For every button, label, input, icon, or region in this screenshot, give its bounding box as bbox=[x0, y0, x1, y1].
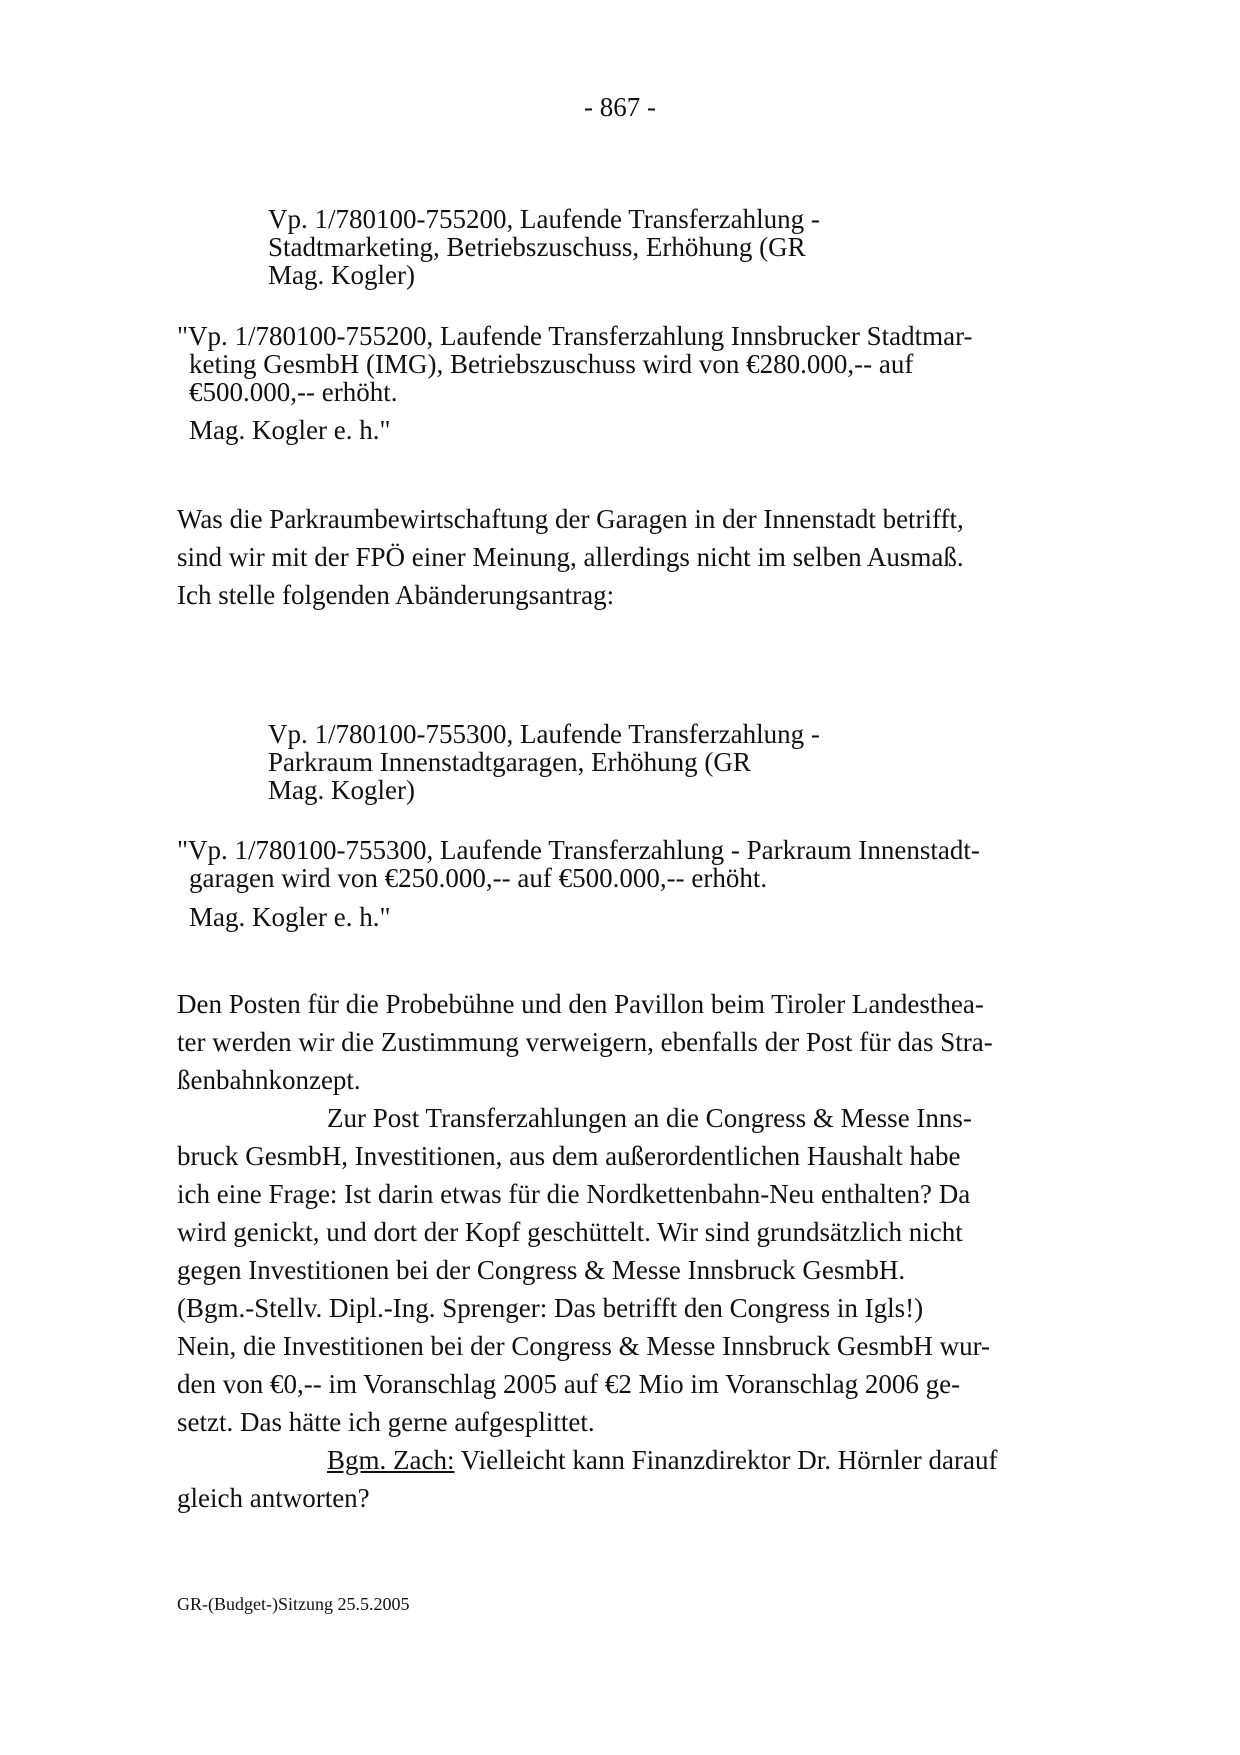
paragraph-1 bbox=[177, 500, 964, 614]
paragraph-4-line-1-text: Vielleicht kann Finanzdirektor Dr. Hörnler darauf bbox=[454, 1445, 998, 1475]
motion-heading-2 bbox=[268, 720, 820, 804]
motion-2-line-2: garagen wird von €250.000,-- auf €500.000,-- erhöht. bbox=[189, 863, 768, 893]
heading-1-line-2: Stadtmarketing, Betriebszuschuss, Erhöhung (GR bbox=[268, 232, 806, 262]
paragraph-1-line-3: Ich stelle folgenden Abänderungsantrag: bbox=[177, 580, 615, 610]
heading-2-line-2: Parkraum Innenstadtgaragen, Erhöhung (GR bbox=[268, 747, 751, 777]
motion-2-line-1: "Vp. 1/780100-755300, Laufende Transferzahlung - Parkraum Innenstadt- bbox=[177, 835, 980, 865]
paragraph-3-line-6: (Bgm.-Stellv. Dipl.-Ing. Sprenger: Das betrifft den Congress in Igls!) bbox=[177, 1293, 924, 1323]
paragraph-3-line-2: bruck GesmbH, Investitionen, aus dem außerordentlichen Haushalt habe bbox=[177, 1141, 961, 1171]
motion-heading-1 bbox=[268, 205, 820, 289]
paragraph-3-line-5: gegen Investitionen bei der Congress & Messe Innsbruck GesmbH. bbox=[177, 1255, 906, 1285]
motion-text-1 bbox=[177, 322, 973, 406]
page-number: - 867 - bbox=[584, 92, 656, 122]
paragraph-2-line-2: ter werden wir die Zustimmung verweigern, ebenfalls der Post für das Stra- bbox=[177, 1027, 993, 1057]
motion-1-line-1: "Vp. 1/780100-755200, Laufende Transferzahlung Innsbrucker Stadtmar- bbox=[177, 321, 973, 351]
motion-1-line-2: keting GesmbH (IMG), Betriebszuschuss wird von €280.000,-- auf bbox=[189, 349, 914, 379]
heading-2-line-1: Vp. 1/780100-755300, Laufende Transferzahlung - bbox=[268, 719, 820, 749]
paragraph-3-line-3: ich eine Frage: Ist darin etwas für die Nordkettenbahn-Neu enthalten? Da bbox=[177, 1179, 971, 1209]
paragraph-2 bbox=[177, 985, 993, 1099]
motion-1-line-3: €500.000,-- erhöht. bbox=[189, 377, 398, 407]
heading-2-line-3: Mag. Kogler) bbox=[268, 775, 415, 805]
signature-2: Mag. Kogler e. h." bbox=[189, 902, 391, 932]
paragraph-2-line-3: ßenbahnkonzept. bbox=[177, 1065, 361, 1095]
paragraph-1-line-1: Was die Parkraumbewirtschaftung der Garagen in der Innenstadt betrifft, bbox=[177, 504, 964, 534]
paragraph-3-line-1: Zur Post Transferzahlungen an die Congress & Messe Inns- bbox=[327, 1103, 972, 1133]
paragraph-4-line-2: gleich antworten? bbox=[177, 1483, 370, 1513]
paragraph-3 bbox=[177, 1099, 990, 1441]
heading-1-line-1: Vp. 1/780100-755200, Laufende Transferzahlung - bbox=[268, 204, 820, 234]
motion-text-2 bbox=[177, 836, 980, 892]
paragraph-3-line-4: wird genickt, und dort der Kopf geschüttelt. Wir sind grundsätzlich nicht bbox=[177, 1217, 963, 1247]
speaker-name: Bgm. Zach: bbox=[327, 1445, 455, 1475]
paragraph-4 bbox=[177, 1441, 997, 1517]
paragraph-3-line-8: den von €0,-- im Voranschlag 2005 auf €2 Mio im Voranschlag 2006 ge- bbox=[177, 1369, 961, 1399]
paragraph-3-line-9: setzt. Das hätte ich gerne aufgesplittet. bbox=[177, 1407, 595, 1437]
signature-1: Mag. Kogler e. h." bbox=[189, 415, 391, 445]
paragraph-2-line-1: Den Posten für die Probebühne und den Pavillon beim Tiroler Landesthea- bbox=[177, 989, 984, 1019]
paragraph-1-line-2: sind wir mit der FPÖ einer Meinung, allerdings nicht im selben Ausmaß. bbox=[177, 542, 964, 572]
paragraph-4-line-1 bbox=[177, 1441, 997, 1479]
heading-1-line-3: Mag. Kogler) bbox=[268, 260, 415, 290]
footer-session-label: GR-(Budget-)Sitzung 25.5.2005 bbox=[177, 1594, 410, 1614]
paragraph-3-line-7: Nein, die Investitionen bei der Congress & Messe Innsbruck GesmbH wur- bbox=[177, 1331, 991, 1361]
